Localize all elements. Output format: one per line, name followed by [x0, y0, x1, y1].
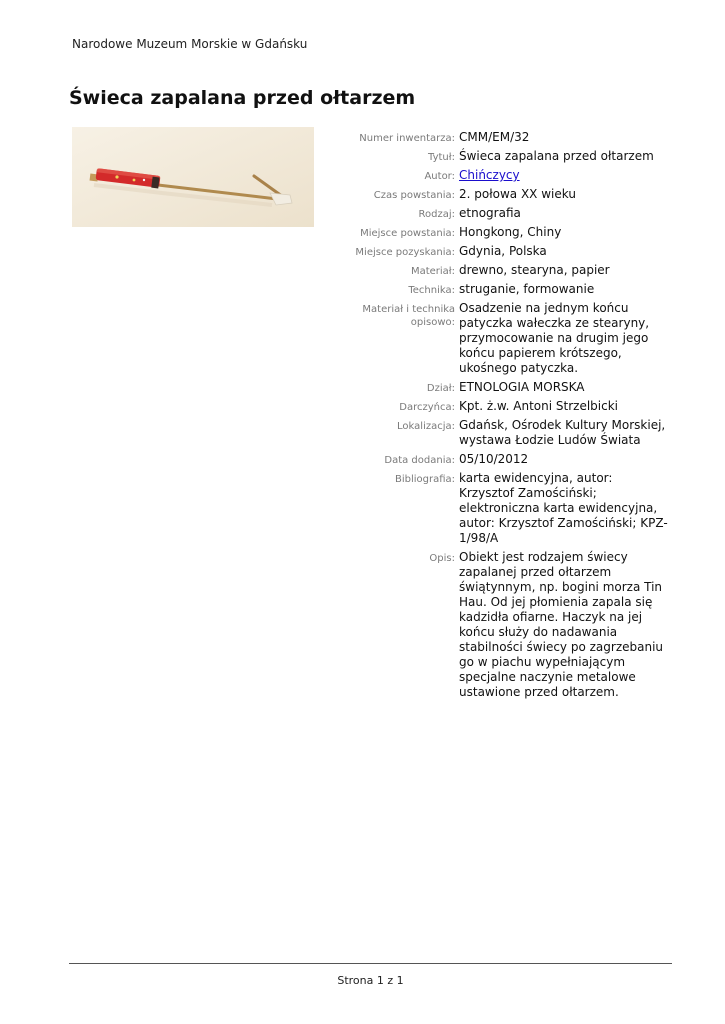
field-label: Materiał i technika opisowo: — [362, 304, 455, 328]
field-material-technique-description — [340, 301, 685, 376]
field-value: Obiekt jest rodzajem świecy zapalanej przed ołtarzem świątynnym, np. bogini morza Tin Hau. Od jej płomienia zapala się kadzidła ofiarne. Haczyk na jej końcu służy do nadawania stabilności świecy po zagrzebaniu go w piachu wypełniającym specjalne naczynie metalowe ustawione przed ołtarzem. — [459, 550, 664, 699]
field-value: Gdynia, Polska — [459, 244, 547, 258]
field-label: Miejsce pozyskania: — [355, 247, 455, 258]
field-bibliography — [340, 471, 685, 546]
field-label: Data dodania: — [384, 455, 455, 466]
field-value: CMM/EM/32 — [459, 130, 530, 144]
field-title — [340, 149, 685, 164]
field-label: Czas powstania: — [373, 190, 455, 201]
field-label: Rodzaj: — [418, 209, 455, 220]
museum-name: Narodowe Muzeum Morskie w Gdańsku — [72, 37, 308, 51]
page-title: Świeca zapalana przed ołtarzem — [69, 87, 416, 109]
field-label: Opis: — [429, 553, 455, 564]
field-technique — [340, 282, 685, 297]
object-photo — [72, 127, 314, 227]
field-label: Numer inwentarza: — [359, 133, 455, 144]
field-label: Technika: — [408, 285, 455, 296]
field-type — [340, 206, 685, 221]
field-date-added — [340, 452, 685, 467]
field-creation-date — [340, 187, 685, 202]
field-value: Hongkong, Chiny — [459, 225, 562, 239]
field-label: Darczyńca: — [399, 402, 455, 413]
field-value: Kpt. ż.w. Antoni Strzelbicki — [459, 399, 618, 413]
field-value: Osadzenie na jednym końcu patyczka wałeczka ze stearyny, przymocowanie na drugim jego końcu papierem krótszego, ukośnego patyczka. — [459, 301, 650, 375]
field-label: Miejsce powstania: — [360, 228, 455, 239]
field-material — [340, 263, 685, 278]
field-author — [340, 168, 685, 183]
field-donor — [340, 399, 685, 414]
field-acquisition-place — [340, 244, 685, 259]
field-value: struganie, formowanie — [459, 282, 595, 296]
field-value: Świeca zapalana przed ołtarzem — [459, 149, 654, 163]
field-value: 05/10/2012 — [459, 452, 529, 466]
field-value: etnografia — [459, 206, 521, 220]
field-value: karta ewidencyjna, autor: Krzysztof Zamościński; elektroniczna karta ewidencyjna, autor: Krzysztof Zamościński; KPZ-1/98/A — [459, 471, 668, 545]
field-value: ETNOLOGIA MORSKA — [459, 380, 585, 394]
field-label: Lokalizacja: — [397, 421, 455, 432]
footer-divider — [69, 963, 672, 964]
page-number: Strona 1 z 1 — [337, 974, 404, 987]
field-location — [340, 418, 685, 448]
field-department — [340, 380, 685, 395]
field-inventory-number — [340, 130, 685, 145]
object-details — [340, 130, 685, 704]
field-description — [340, 550, 685, 700]
field-origin-place — [340, 225, 685, 240]
field-label: Tytuł: — [428, 152, 455, 163]
field-label: Materiał: — [410, 266, 455, 277]
field-label: Bibliografia: — [394, 474, 455, 485]
field-value — [459, 168, 671, 183]
field-value: Gdańsk, Ośrodek Kultury Morskiej, wystawa Łodzie Ludów Świata — [459, 418, 666, 447]
author-link[interactable]: Chińczycy — [459, 168, 520, 182]
field-label: Dział: — [426, 383, 455, 394]
field-value: 2. połowa XX wieku — [459, 187, 576, 201]
field-value: drewno, stearyna, papier — [459, 263, 610, 277]
field-label: Autor: — [424, 171, 455, 182]
